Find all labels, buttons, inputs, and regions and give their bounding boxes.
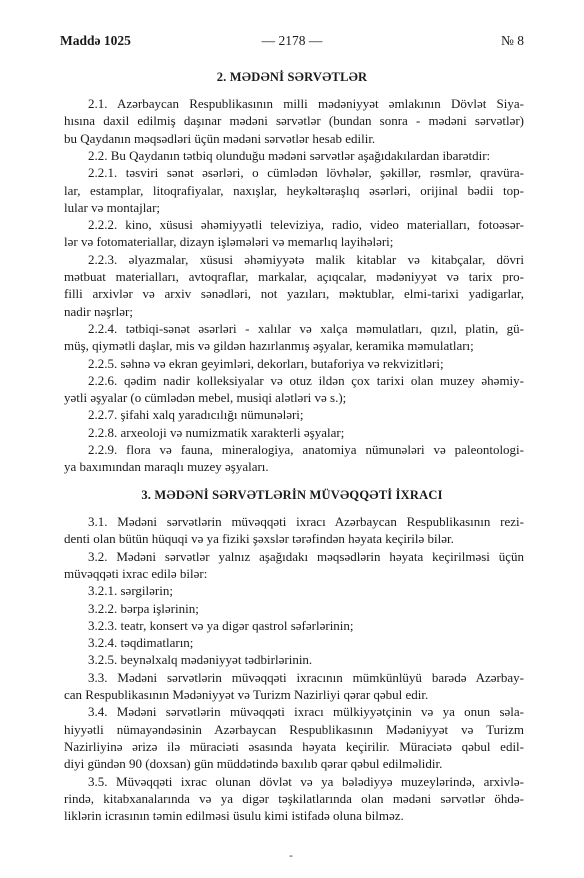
text-line: 3.3. Mədəni sərvətlərin müvəqqəti ixracının mümkünlüyü barədə Azərbay- xyxy=(88,669,524,685)
text-line: 2.2.2. kino, xüsusi əhəmiyyətli televiziya, radio, video materialları, fotoəsər- xyxy=(88,217,524,233)
text-line: müvəqqəti ixrac edilə bilər: xyxy=(64,565,208,581)
text-line: hiyyətli nümayəndəsinin Azərbaycan Respublikasının Mədəniyyət və Turizm xyxy=(64,721,524,737)
text-line: 3.2. Mədəni sərvətlər yalnız aşağıdakı məqsədlərin həyata keçirilməsi üçün xyxy=(88,548,524,564)
text-line: 2.2.3. əlyazmalar, xüsusi əhəmiyyətə malik kitablar və kitabçalar, dövri xyxy=(88,251,524,267)
text-line: ya baxımından maraqlı muzey əşyaları. xyxy=(64,459,269,475)
text-line: 2.2.9. flora və fauna, mineralogiya, anatomiya nümunələri və paleontologi- xyxy=(88,442,524,457)
text-line: lər və fotomateriallar, dizayn işləmələri və memarlıq layihələri; xyxy=(64,234,394,250)
text-line: can Respublikasının Mədəniyyət və Turizm Nazirliyi qərar qəbul edir. xyxy=(64,687,429,702)
issue-number: № 8 xyxy=(500,33,524,48)
text-line: 3.5. Müvəqqəti ixrac olunan dövlət və ya bələdiyyə muzeylərində, arxivlə- xyxy=(88,773,524,789)
text-line: 3.1. Mədəni sərvətlərin müvəqqəti ixracı Azərbaycan Respublikasının rezi- xyxy=(88,514,524,529)
text-line: liklərin icrasının təmin edilməsi üsulu kimi istifadə oluna bilməz. xyxy=(64,808,404,824)
text-line: 3.2.4. təqdimatların; xyxy=(88,635,194,651)
text-line: 3.2.1. sərgilərin; xyxy=(88,583,173,599)
text-line: 3.4. Mədəni sərvətlərin müvəqqəti ixracı mülkiyyətçinin və ya onun səla- xyxy=(88,704,524,720)
text-line: 2.2.5. səhnə və ekran geyimləri, dekorları, butaforiya və rekvizitləri; xyxy=(88,355,444,371)
text-line: 2.2.4. tətbiqi-sənət əsərləri - xalılar və xalça məmulatları, qızıl, platin, gü- xyxy=(88,320,524,336)
section-3-heading: 3. MƏDƏNİ SƏRVƏTLƏRİN MÜVƏQQƏTİ İXRACI xyxy=(141,488,443,502)
text-line: nadir nəşrlər; xyxy=(64,303,133,319)
text-line: rində, kitabxanalarında və ya digər təşkilatlarında olan mədəni sərvətlər öhdə- xyxy=(64,790,524,806)
text-line: hısına daxil edilmiş daşınar mədəni sərvətlər (bundan sonra - mədəni sərvətlər) xyxy=(64,113,524,129)
text-line: 2.1. Azərbaycan Respublikasının milli mədəniyyət əmlakının Dövlət Siya- xyxy=(88,96,524,111)
text-line: 2.2.8. arxeoloji və numizmatik xarakterli əşyalar; xyxy=(88,424,345,440)
text-line: diyi gündən 90 (doxsan) gün müddətində baxılıb qərar qəbul edilməlidir. xyxy=(64,756,443,772)
text-line: 3.2.3. teatr, konsert və ya digər qastrol səfərlərinin; xyxy=(88,617,354,633)
text-line: 2.2.1. təsviri sənət əsərləri, o cümlədən lövhələr, şəkillər, rəsmlər, qravüra- xyxy=(88,165,524,181)
text-line: 2.2.6. qədim nadir kolleksiyalar və otuz ildən çox tarixi olan muzey əhəmiy- xyxy=(88,372,524,388)
text-line: lar, estamplar, litoqrafiyalar, naxışlar, heykəltəraşlıq əsərləri, orijinal bədii top- xyxy=(64,182,524,198)
text-line: mətbuat materialları, avtoqraflar, markalar, açıqcalar, mədəniyyət və tarix pro- xyxy=(64,269,524,284)
text-line: 2.2. Bu Qaydanın tətbiq olunduğu mədəni sərvətlər aşağıdakılardan ibarətdir: xyxy=(88,147,491,163)
text-line: 3.2.5. beynəlxalq mədəniyyət tədbirlərinin. xyxy=(88,652,313,668)
text-line: yətli əşyalar (o cümlədən mebel, musiqi alətləri və s.); xyxy=(64,390,347,406)
text-line: bu Qaydanın məqsədləri üçün mədəni sərvətlər hesab edilir. xyxy=(64,130,376,146)
text-line: Nazirliyinə ərizə ilə müraciəti əsasında həyata keçirilir. Müraciətə qəbul edil- xyxy=(64,738,524,754)
article-number: Maddə 1025 xyxy=(60,33,131,48)
text-line: 2.2.7. şifahi xalq yaradıcılığı nümunələri; xyxy=(88,407,304,423)
page-number: — 2178 — xyxy=(261,33,323,48)
footer-mark: - xyxy=(289,848,293,862)
text-line: müş, qiymətli daşlar, mis və gildən hazırlanmış əşyalar, keramika məmulatları; xyxy=(64,338,474,354)
text-line: denti olan bütün hüquqi və ya fiziki şəxslər tərəfindən həyata keçirilə bilər. xyxy=(64,531,454,547)
text-line: lular və montajlar; xyxy=(64,199,161,215)
text-line: 3.2.2. bərpa işlərinin; xyxy=(88,600,199,616)
text-line: filli arxivlər və arxiv sənədləri, not yazıları, məktublar, elmi-tarixi yadigarlar, xyxy=(64,286,524,302)
section-2-heading: 2. MƏDƏNİ SƏRVƏTLƏR xyxy=(216,70,368,84)
